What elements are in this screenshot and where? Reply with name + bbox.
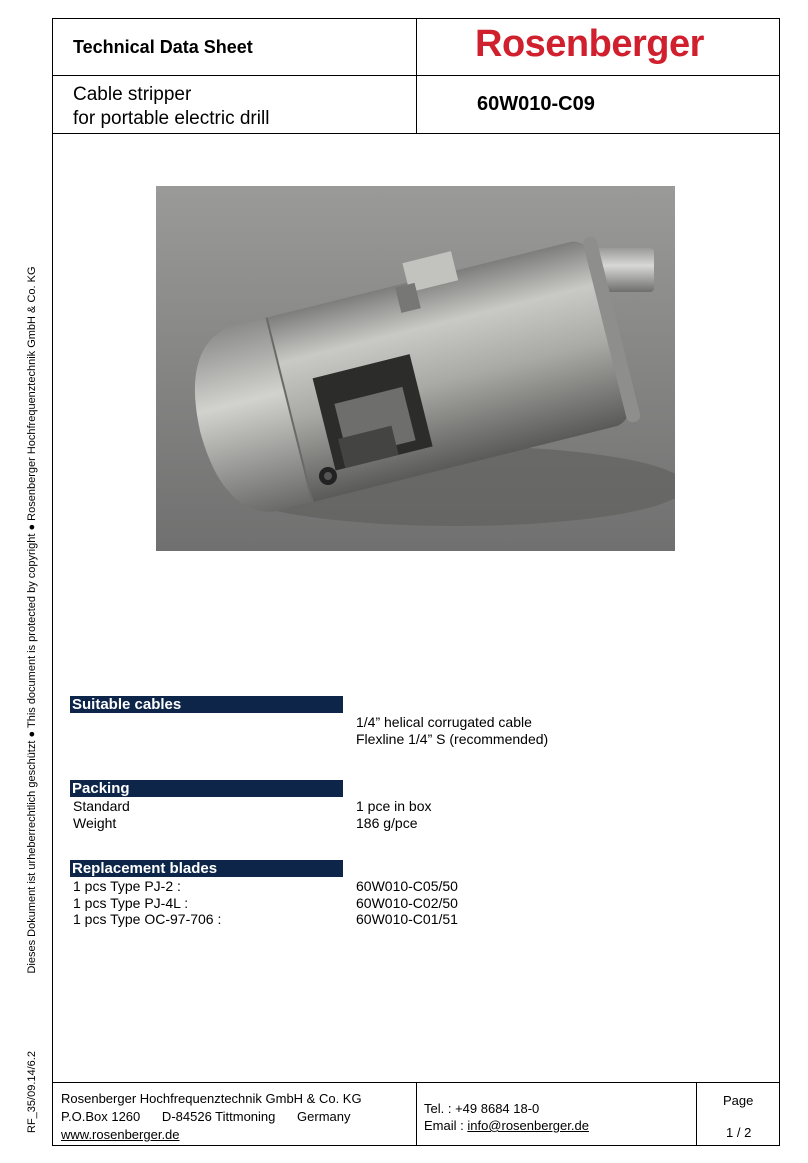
packing-label-weight: Weight xyxy=(73,815,117,831)
blade-label-oc97706: 1 pcs Type OC-97-706 : xyxy=(73,911,222,927)
part-number: 60W010-C09 xyxy=(477,93,595,115)
email-line xyxy=(424,1118,589,1133)
product-name-line-2: for portable electric drill xyxy=(73,108,270,129)
cable-stripper-image xyxy=(156,186,675,551)
footer-table xyxy=(52,1082,780,1146)
section-title-suitable-cables: Suitable cables xyxy=(70,696,343,713)
telephone: Tel. : +49 8684 18-0 xyxy=(424,1101,540,1116)
email-label: Email : xyxy=(424,1118,468,1133)
page-number: 1 / 2 xyxy=(726,1125,752,1140)
product-name xyxy=(73,83,269,131)
product-name-line-1: Cable stripper xyxy=(73,84,192,105)
email-link[interactable]: info@rosenberger.de xyxy=(467,1118,589,1133)
cable-value-2: Flexline 1/4” S (recommended) xyxy=(356,731,549,747)
cable-value-1: 1/4” helical corrugated cable xyxy=(356,714,532,730)
header-table xyxy=(52,18,780,134)
company-name: Rosenberger Hochfrequenztechnik GmbH & Co. KG xyxy=(61,1091,362,1106)
packing-value-standard: 1 pce in box xyxy=(356,798,432,814)
blade-value-pj2: 60W010-C05/50 xyxy=(356,878,458,894)
document-type: Technical Data Sheet xyxy=(73,37,253,57)
document-code: RF_35/09.14/6.2 xyxy=(26,1051,38,1133)
blade-value-pj4l: 60W010-C02/50 xyxy=(356,895,458,911)
footer-divider-2 xyxy=(696,1083,697,1145)
header-divider xyxy=(416,19,417,133)
packing-value-weight: 186 g/pce xyxy=(356,815,418,831)
rosenberger-logo: Rosenberger xyxy=(475,23,704,65)
product-photo xyxy=(156,186,675,551)
copyright-notice: Dieses Dokument ist urheberrechtlich geschützt ● This document is protected by copyright ● Rosenberger Hochfrequenztechnik GmbH & Co. KG xyxy=(26,266,38,974)
blade-label-pj2: 1 pcs Type PJ-2 : xyxy=(73,878,181,894)
blade-label-pj4l: 1 pcs Type PJ-4L : xyxy=(73,895,189,911)
footer-divider-1 xyxy=(416,1083,417,1145)
blade-value-oc97706: 60W010-C01/51 xyxy=(356,911,458,927)
packing-label-standard: Standard xyxy=(73,798,130,814)
website-link[interactable]: www.rosenberger.de xyxy=(61,1127,180,1142)
section-title-replacement-blades: Replacement blades xyxy=(70,860,343,877)
postal-address: P.O.Box 1260 D-84526 Tittmoning Germany xyxy=(61,1109,351,1124)
page-label: Page xyxy=(723,1093,754,1108)
section-title-packing: Packing xyxy=(70,780,343,797)
